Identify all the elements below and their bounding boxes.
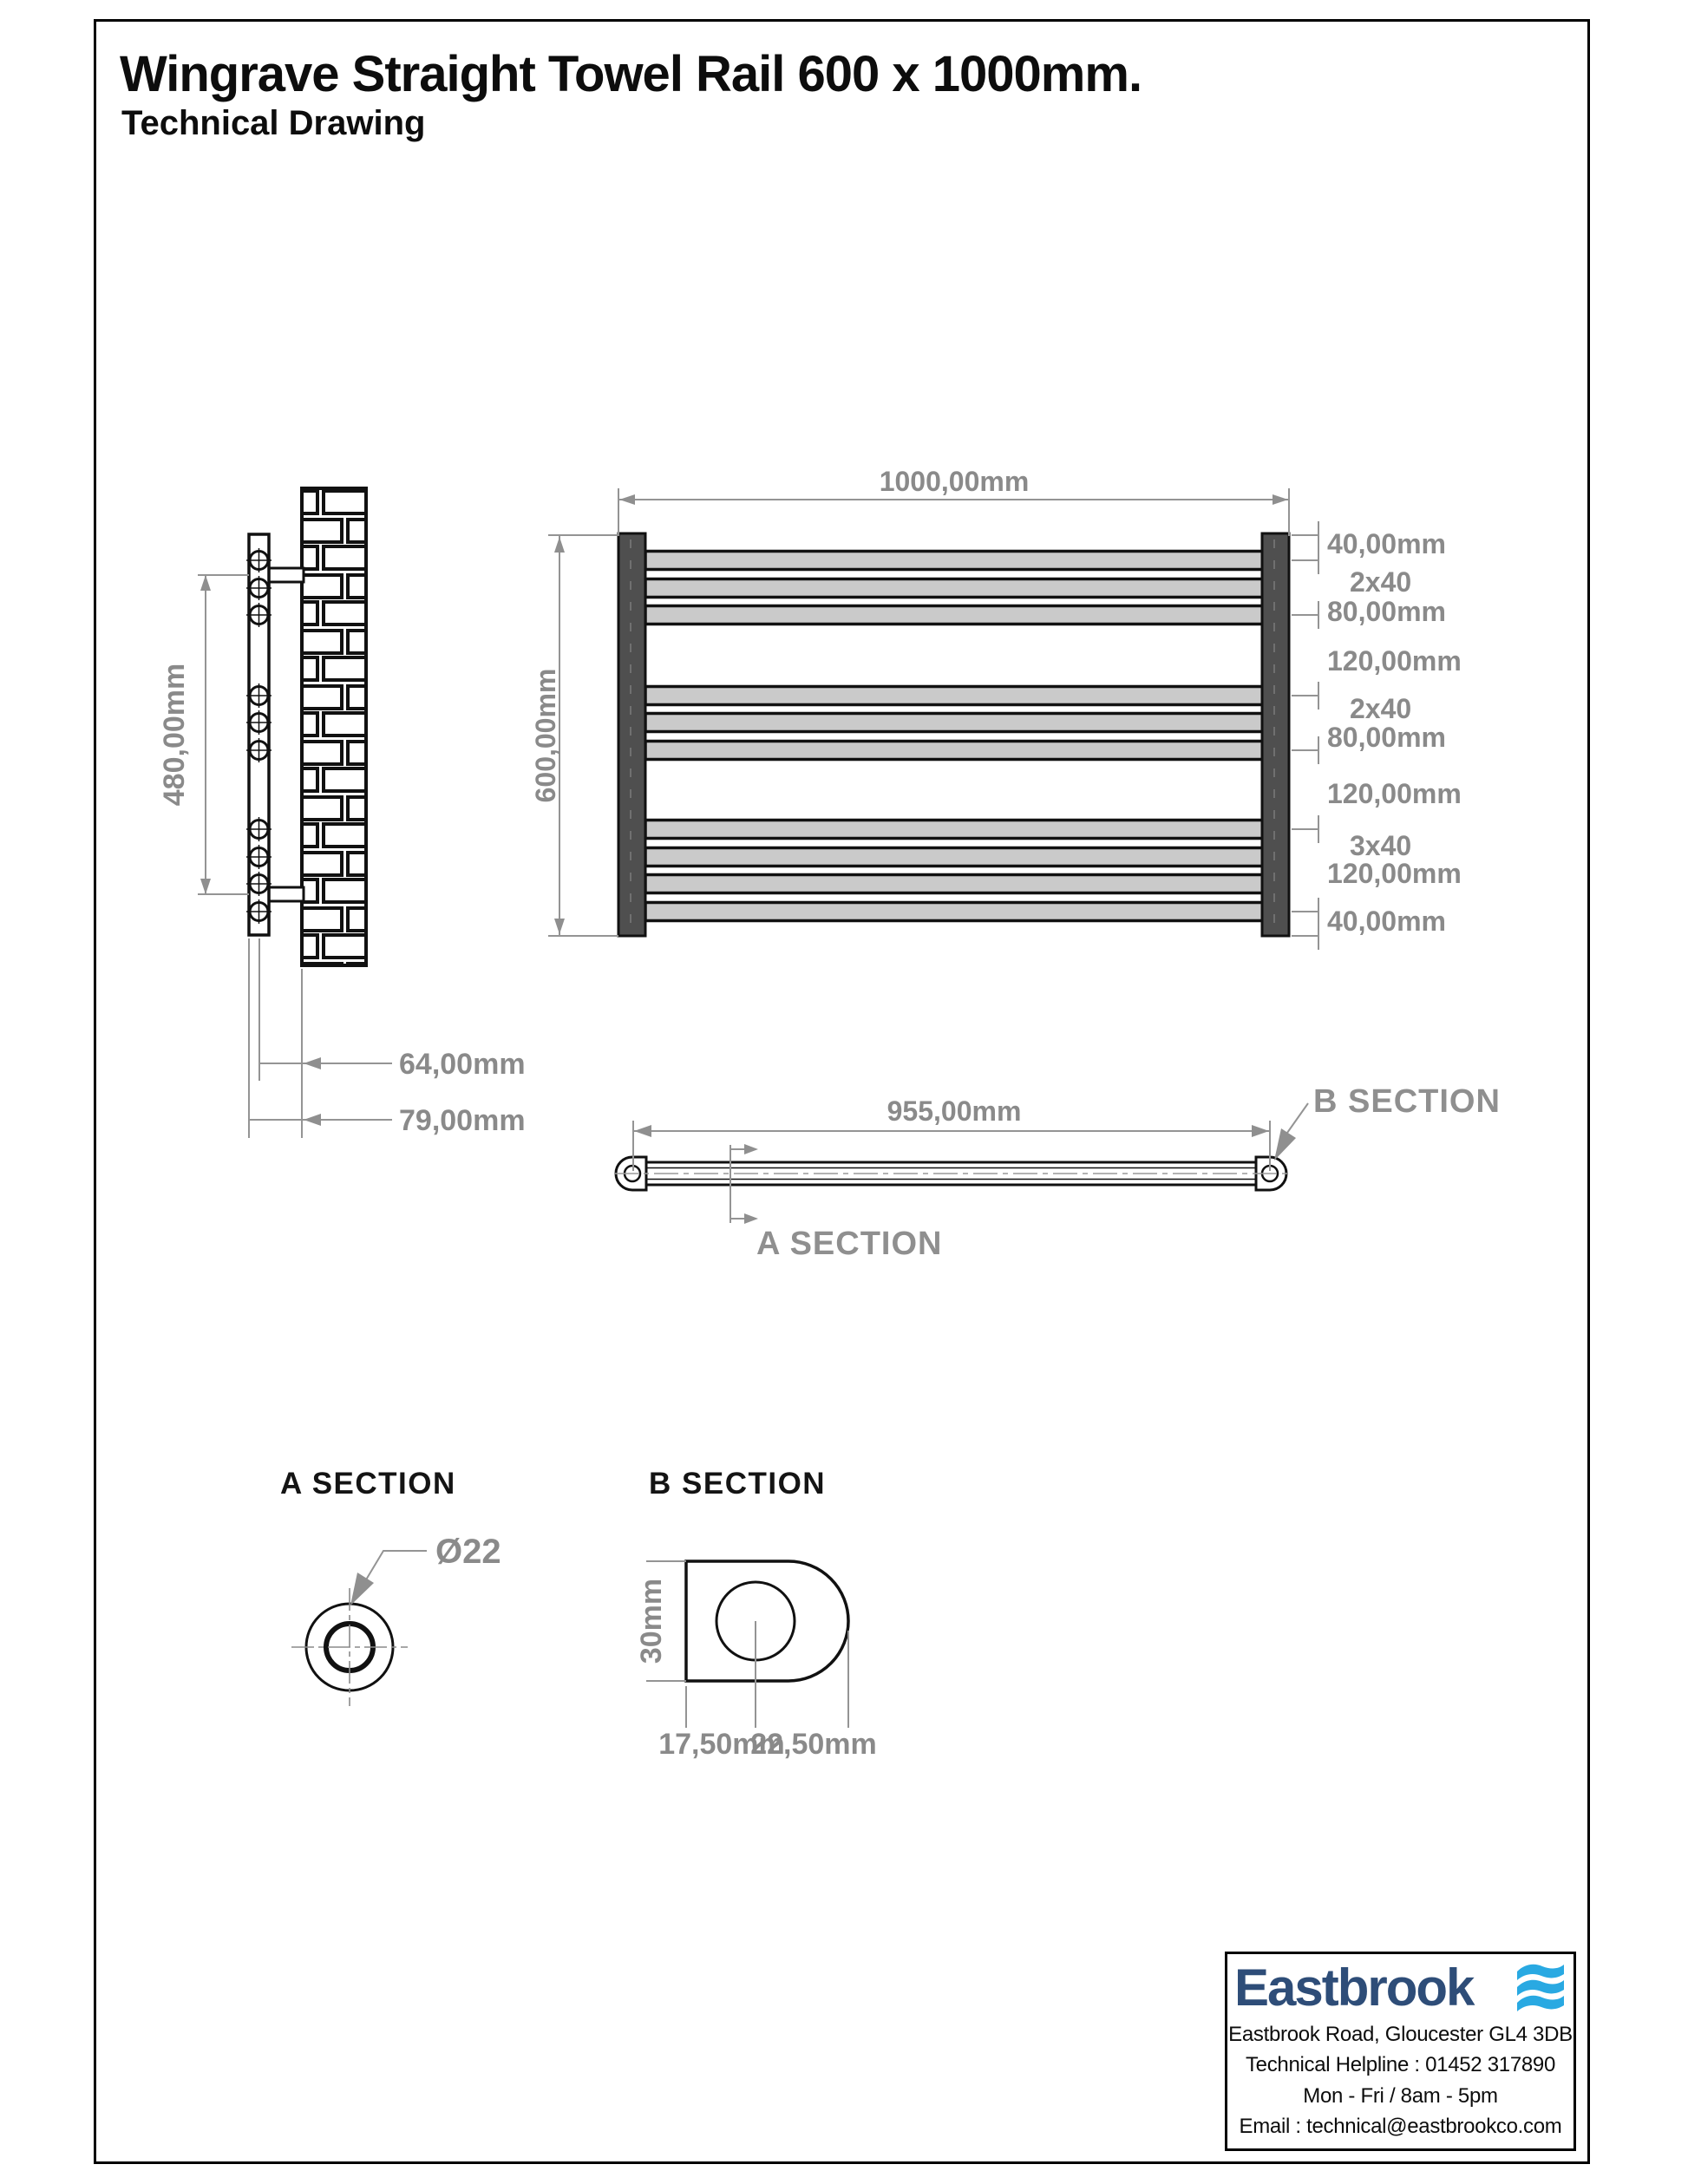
a-section-crosshair <box>291 1588 408 1706</box>
b-section-detail <box>635 1467 877 1761</box>
b-section-leader-label: B SECTION <box>1313 1083 1501 1120</box>
a-section-diameter-label: Ø22 <box>435 1533 501 1571</box>
side-height-label: 480,00mm <box>158 663 191 807</box>
rung-spacing-labels <box>1327 528 1462 937</box>
front-height-dimension <box>530 535 618 936</box>
address-line: Eastbrook Road, Gloucester GL4 3DB <box>1228 2023 1573 2047</box>
spacing-label-2: 80,00mm <box>1327 596 1446 627</box>
spacing-label-3: 120,00mm <box>1327 645 1462 677</box>
front-width-dimension <box>618 466 1289 536</box>
hours-line: Mon - Fri / 8am - 5pm <box>1303 2083 1498 2108</box>
brand-name: Eastbrook <box>1234 1958 1474 2017</box>
a-section-diameter-callout <box>350 1533 501 1605</box>
plan-length-dimension <box>633 1095 1270 1171</box>
waves-icon <box>1516 1963 1565 2013</box>
spacing-label-8: 120,00mm <box>1327 858 1462 889</box>
a-section-cut-label: A SECTION <box>756 1226 943 1262</box>
b-section-offset2-label: 22,50mm <box>750 1728 877 1761</box>
manufacturer-info-box <box>1225 1952 1576 2151</box>
contact-details <box>1227 2017 1574 2148</box>
depth-inner-label: 64,00mm <box>399 1048 526 1081</box>
page-title: Wingrave Straight Towel Rail 600 x 1000mm. <box>120 46 1142 102</box>
spacing-label-5: 80,00mm <box>1327 722 1446 753</box>
front-width-label: 1000,00mm <box>879 466 1030 497</box>
b-section-height-label: 30mm <box>635 1578 668 1664</box>
side-depth-dimensions <box>249 938 526 1138</box>
plan-length-label: 955,00mm <box>887 1095 1022 1127</box>
rung-spacing-leaders <box>1292 521 1318 950</box>
front-left-bar <box>618 533 645 936</box>
front-view <box>530 466 1462 950</box>
side-height-dimension <box>158 575 249 894</box>
b-section-title: B SECTION <box>649 1467 827 1501</box>
towel-rail-rungs <box>645 552 1263 921</box>
depth-overall-label: 79,00mm <box>399 1104 526 1137</box>
spacing-label-0: 40,00mm <box>1327 528 1446 559</box>
wall-brick-column <box>302 488 366 965</box>
wall-bracket-bottom <box>269 887 304 901</box>
front-height-label: 600,00mm <box>530 668 561 803</box>
helpline-line: Technical Helpline : 01452 317890 <box>1245 2053 1556 2077</box>
a-section-detail <box>280 1467 501 1706</box>
email-line: Email : technical@eastbrookco.com <box>1239 2114 1562 2138</box>
b-section-outline <box>686 1561 848 1681</box>
brand-logo <box>1227 1954 1574 2017</box>
b-section-leader <box>1274 1083 1501 1161</box>
spacing-label-7: 3x40 <box>1350 830 1412 861</box>
front-right-bar <box>1262 533 1289 936</box>
wall-bracket-top <box>269 568 304 582</box>
a-section-title: A SECTION <box>280 1467 456 1501</box>
page-subtitle: Technical Drawing <box>121 104 426 142</box>
spacing-label-6: 120,00mm <box>1327 778 1462 809</box>
spacing-label-1: 2x40 <box>1350 566 1412 598</box>
spacing-label-9: 40,00mm <box>1327 906 1446 937</box>
plan-view <box>614 1083 1501 1262</box>
side-view <box>158 488 526 1138</box>
spacing-label-4: 2x40 <box>1350 693 1412 724</box>
b-section-offset1-label: 17,50mm <box>658 1728 785 1761</box>
